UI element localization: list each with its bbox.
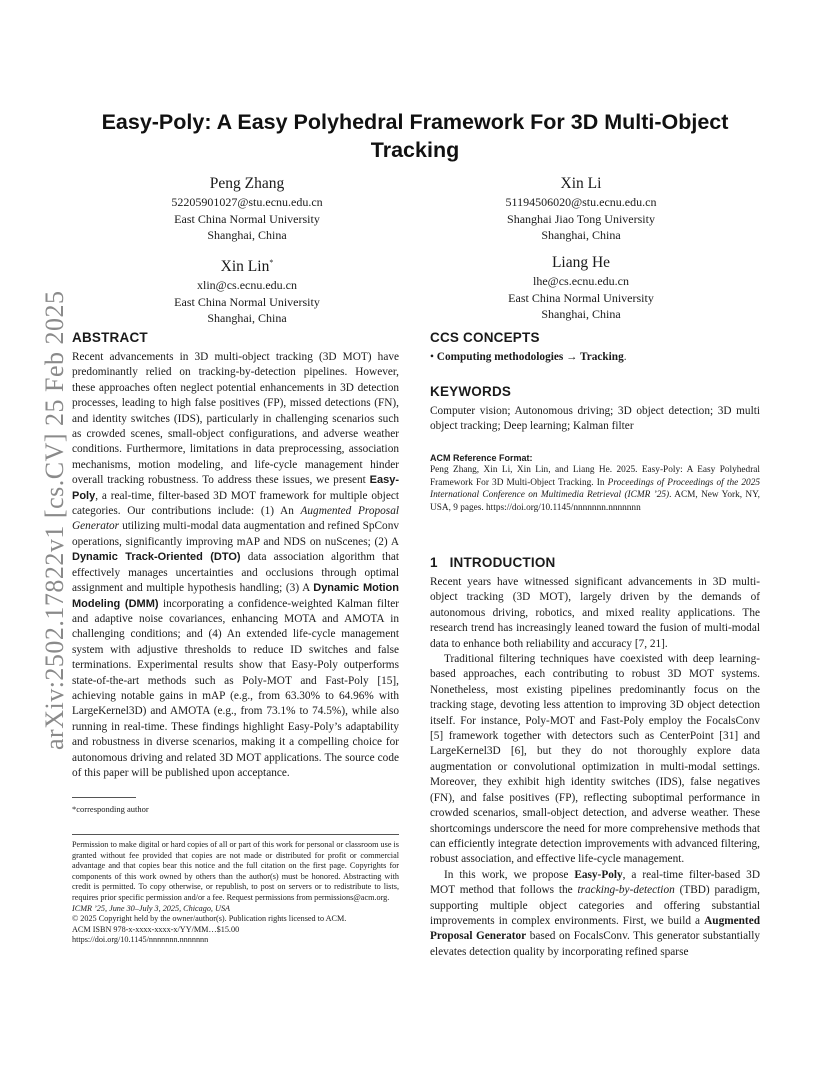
ccs-section (430, 330, 760, 365)
author-email: 52205901027@stu.ecnu.edu.cn (171, 195, 323, 209)
keywords-section (430, 384, 760, 435)
acm-reference-section (430, 453, 760, 514)
author-name: Liang He (551, 254, 611, 271)
arxiv-stamp (20, 290, 69, 750)
easy-poly-bold: Easy-Poly (72, 474, 399, 502)
abstract-text: Recent advancements in 3D multi-object tracking (3D MOT) have predominantly relied on tracking-by-detection pipelines. However, these approaches often neglect potential enhancements in 3D detection processes, leading to high false positives (FP), missed detections (FN), and identity switches (IDS), particularly in challenging scenarios such as crowded scenes, small-object configurations, and adverse weather conditions. Furthermore, limitations in data preprocessing, association mechanisms, motion modeling, and life-cycle management hinder overall tracking robustness. To address these issues, we present Easy-Poly, a real-time, filter-based 3D MOT framework for multiple object categories. Our contributions include: (1) An Augmented Proposal Generator utilizing multi-modal data augmentation and refined SpConv operations, significantly improving mAP and NDS on nuScenes; (2) A Dynamic Track-Oriented (DTO) data association algorithm that effectively manages uncertainties and occlusions through optimal assignment and multiple hypothesis handling; (3) A Dynamic Motion Modeling (DMM) incorporating a confidence-weighted Kalman filter and adaptive noise covariances, enhancing MOTA and AMOTA in challenging conditions; and (4) An extended life-cycle management system with adjustive thresholds to reduce ID switches and false terminations. Experimental results show that Easy-Poly outperforms state-of-the-art methods such as Poly-MOT and Fast-Poly [15], achieving notable gains in mAP (e.g., from 63.30% to 64.96% with LargeKernel3D) and AMOTA (e.g., from 73.1% to 74.5%), while also running in real-time. These findings highlight Easy-Poly’s adaptability and robustness in diverse scenarios, making it a compelling choice for autonomous driving and related 3D MOT applications. The source code of this paper will be published upon acceptance. (72, 351, 399, 779)
author-email: 51194506020@stu.ecnu.edu.cn (505, 195, 657, 209)
author-email: lhe@cs.ecnu.edu.cn (532, 274, 629, 288)
author-affiliation: East China Normal University (174, 211, 320, 226)
intro-paragraph-2: Traditional filtering techniques have coexisted with deep learning-based approaches, each contributing to robust 3D MOT systems. Nonetheless, most existing pipelines predominantly focus on the tracking stage, devoting less attention to improving 3D object detection itself. For instance, Poly-MOT and Fast-Poly employ the FocalsConv [5] framework together with detectors such as CenterPoint [31] and LargeKernel3D [6], but they do not thoroughly explore data augmentation or convolutional optimization in multi-modal settings. Moreover, they exhibit high identity switches (IDS), false negatives (FN), and false positives (FP), reflecting suboptimal performance in crowded scenarios, small-object detection, and adverse weather. These shortcomings underscore the need for more comprehensive methods that can efficiently integrate detection improvements with advanced filtering, robust association, and effective life-cycle management. (430, 653, 760, 866)
introduction-heading (430, 555, 760, 570)
footnote-divider (72, 797, 136, 798)
permission-text: Permission to make digital or hard copies of all or part of this work for personal or classroom use is granted without fee provided that copies are not made or distributed for profit or commercial advantage and that copies bear this notice and the full citation on the first page. Copyrights for components of this work owned by others than the author(s) must be honored. Abstracting with credit is permitted. To copy otherwise, or republish, to post on servers or to redistribute to lists, requires prior specific permission and/or a fee. Request permissions from permissions@acm.org. (72, 840, 399, 902)
author-email: xlin@cs.ecnu.edu.cn (196, 278, 298, 293)
abstract-section (72, 330, 399, 781)
author-affiliation: Shanghai Jiao Tong University (507, 211, 655, 226)
copyright-line: © 2025 Copyright held by the owner/author(s). Publication rights licensed to ACM. (72, 914, 347, 924)
dmm-bold: Dynamic Motion Modeling (DMM) (72, 582, 399, 610)
permission-block (72, 840, 399, 946)
author-location: Shanghai, China (541, 228, 621, 242)
section-title: INTRODUCTION (449, 555, 556, 570)
paper-title: Easy-Poly: A Easy Polyhedral Framework For 3D Multi-Object Tracking (101, 110, 729, 162)
abstract-heading: ABSTRACT (72, 330, 148, 345)
doi-link[interactable]: https://doi.org/10.1145/nnnnnnn.nnnnnnn (72, 935, 209, 945)
corresponding-mark: * (269, 258, 274, 267)
author-block-1 (147, 174, 347, 244)
ccs-item: • Computing methodologies → Tracking. (430, 351, 627, 363)
author-name: Peng Zhang (209, 175, 285, 192)
acm-reference-heading: ACM Reference Format: (430, 453, 533, 463)
author-location: Shanghai, China (541, 307, 621, 321)
intro-paragraph-3: In this work, we propose Easy-Poly, a real-time filter-based 3D MOT method that follows the tracking-by-detection (TBD) paradigm, supporting multiple object categories and offering substantial improvements in complex environments. First, we build a Augmented Proposal Generator based on FocalsConv. This generator substantially elevates detection quality by incorporating refined sparse (430, 868, 761, 958)
footnote: *corresponding author (72, 804, 149, 814)
augmented-proposal-generator-italic: Augmented Proposal Generator (72, 505, 399, 533)
author-affiliation: East China Normal University (508, 290, 654, 305)
author-name: Xin Li (560, 175, 602, 192)
author-block-3 (147, 253, 347, 327)
author-affiliation: East China Normal University (174, 294, 320, 309)
section-number: 1 (430, 555, 438, 570)
arxiv-id: arXiv:2502.17822v1 [cs.CV] 25 Feb 2025 (40, 290, 69, 750)
introduction-section (430, 555, 760, 960)
keywords-text: Computer vision; Autonomous driving; 3D object detection; 3D multi object tracking; Deep learning; Kalman filter (430, 405, 760, 433)
conference-info: ICMR ’25, June 30–July 3, 2025, Chicago, USA (72, 903, 231, 913)
isbn-line: ACM ISBN 978-x-xxxx-xxxx-x/YY/MM…$15.00 (72, 924, 240, 934)
ccs-heading: CCS CONCEPTS (430, 330, 540, 345)
author-block-4 (481, 253, 681, 323)
dto-bold: Dynamic Track-Oriented (DTO) (72, 551, 241, 564)
author-location: Shanghai, China (207, 228, 287, 242)
intro-paragraph-1: Recent years have witnessed significant advancements in 3D multi-object tracking (3D MOT), largely driven by the demands of autonomous driving, robotics, and mixed reality applications. The research trend has increasingly leaned toward the fusion of multi-modal data to enhance both reliability and accuracy [7, 21]. (430, 576, 760, 650)
author-block-2 (481, 174, 681, 244)
author-name: Xin Lin (220, 258, 270, 276)
permission-divider (72, 834, 399, 835)
author-location: Shanghai, China (207, 311, 287, 326)
keywords-heading: KEYWORDS (430, 384, 512, 399)
acm-reference-text: Peng Zhang, Xin Li, Xin Lin, and Liang He. 2025. Easy-Poly: A Easy Polyhedral Framework For 3D Multi-Object Tracking. In Proceedings of Proceedings of the 2025 International Conference on Multimedia Retrieval (ICMR ’25). ACM, New York, NY, USA, 9 pages. https://doi.org/10.1145/nnnnnnn.nnnnnnn (430, 465, 760, 513)
